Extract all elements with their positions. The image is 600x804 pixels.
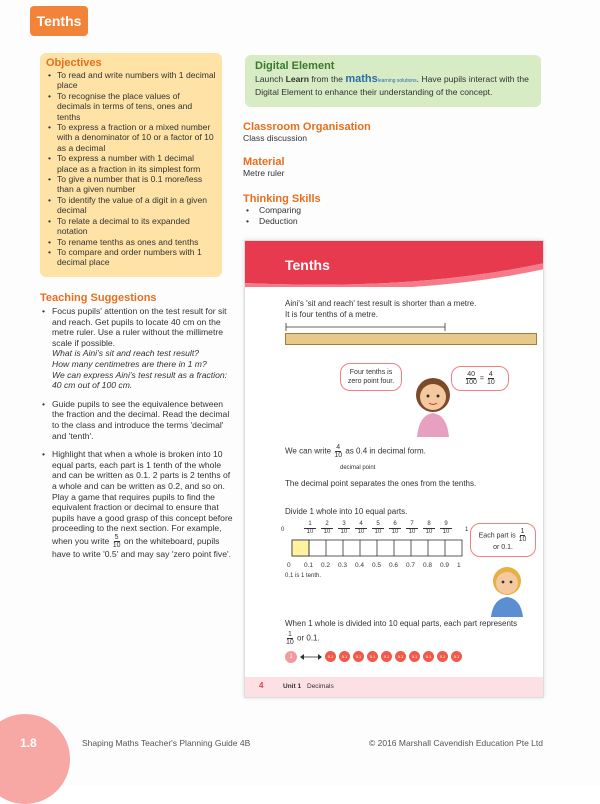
textbook-page-panel [244, 240, 544, 698]
fraction-bubble: $\frac{40}{100}$ = $\frac{4}{10}$ [451, 366, 509, 391]
digital-heading: Digital Element [255, 60, 335, 72]
one-tenth-label: 0.1 is 1 tenth. [285, 573, 322, 579]
classroom-heading: Classroom Organisation [243, 121, 371, 133]
footer-circle [0, 714, 70, 804]
metre-ruler [285, 333, 537, 345]
strip-top-label: 4 10 [355, 521, 367, 536]
tenth-dot: 0.1 [325, 651, 336, 662]
decimal-point-label: decimal point [340, 465, 376, 471]
objective-item: • To recognise the place values of decimals in terms of tens, ones and tenths [46, 91, 216, 122]
strip-top-label: 8 10 [423, 521, 435, 536]
thinking-heading: Thinking Skills [243, 193, 321, 205]
objectives-list [46, 70, 216, 268]
material-text: Metre ruler [243, 168, 285, 178]
strip-bottom-label: 0.1 [304, 562, 314, 569]
classroom-text: Class discussion [243, 133, 307, 143]
separates-text: The decimal point separates the ones from the tenths. [285, 479, 477, 488]
digital-element-box [245, 55, 541, 107]
strip-top-label: 2 10 [321, 521, 333, 536]
objective-item: • To express a fraction or a mixed number with a denominator of 10 or a factor of 10 as a decimal [46, 122, 216, 153]
teaching-text: Highlight that when a whole is broken into 10 equal parts, each part is 1 tenth of the whole and can be written as 0.1. 2 parts is 2 tenths of a whole and can be written as 0.2, and so on. Play a game that requires pupils to find the equivalent fraction or decimal to ensure that pupils have a good grasp of this concept before proceeding to the next section. For example, when you write [52, 449, 233, 546]
tenth-dot: 0.1 [367, 651, 378, 662]
objective-item: • To relate a decimal to its expanded notation [46, 216, 216, 237]
objective-item: • To give a number that is 0.1 more/less than a given number [46, 174, 216, 195]
material-heading: Material [243, 156, 285, 168]
material-section [243, 156, 523, 179]
strip-bottom-label: 0.5 [372, 562, 382, 569]
tenth-dot: 0.1 [451, 651, 462, 662]
strip-top-label: 7 10 [406, 521, 418, 536]
strip-bottom-label: 0.6 [389, 562, 399, 569]
panel-page-number: 4 [259, 681, 264, 690]
panel-unit-name: Decimals [307, 683, 334, 690]
boy-illustration [483, 559, 533, 619]
tenth-dot: 0.1 [409, 651, 420, 662]
thinking-item: • Comparing [243, 205, 523, 216]
fraction: $\frac{5}{10}$ [112, 533, 121, 549]
teaching-suggestions [40, 292, 236, 567]
objectives-box [40, 53, 222, 277]
strip-top-label: 6 10 [389, 521, 401, 536]
strip-bottom-label: 0.4 [355, 562, 365, 569]
whole-circle: 1 [285, 651, 297, 663]
strip-bottom-label: 0 [287, 562, 291, 569]
thinking-skills [243, 193, 523, 227]
strip-bottom-label: 0.3 [338, 562, 348, 569]
teaching-text: Guide pupils to see the equivalence between the fraction and the decimal. Read the decimal to the class and introduce the terms 'decimal' and 'tenth'. [52, 398, 230, 441]
speech-bubble: Four tenths is zero point four. [340, 363, 402, 391]
panel-intro-2: It is four tenths of a metre. [285, 310, 378, 319]
tenth-dot: 0.1 [339, 651, 350, 662]
learn-label: Learn [285, 74, 309, 84]
divide-text: Divide 1 whole into 10 equal parts. [285, 507, 408, 516]
strip-top-label: 1 10 [304, 521, 316, 536]
strip-top-label: 3 10 [338, 521, 350, 536]
tenth-dot: 0.1 [353, 651, 364, 662]
teaching-item [40, 399, 236, 441]
strip-bottom-label: 0.2 [321, 562, 331, 569]
panel-intro-1: Aini's 'sit and reach' test result is shorter than a metre. [285, 299, 477, 308]
objective-item: • To express a number with 1 decimal place as a fraction in its simplest form [46, 153, 216, 174]
when-text-1: When 1 whole is divided into 10 equal parts, each part represents [285, 619, 518, 628]
strip-top-label: 5 10 [372, 521, 384, 536]
write-decimal-text: We can write $\frac{4}{10}$ as 0.4 in decimal form. [285, 444, 426, 459]
footer-copyright: © 2016 Marshall Cavendish Education Pte Ltd [368, 738, 543, 748]
footer-page-number: 1.8 [20, 736, 37, 750]
strip-top-label: 9 10 [440, 521, 452, 536]
page-title: Tenths [30, 6, 88, 36]
teaching-text: Focus pupils' attention on the test result for sit and reach. Get pupils to locate 40 cm on the metre ruler. Use a ruler without the millimetre scale if possible. [52, 306, 227, 348]
teaching-question: We can express Aini's test result as a fraction: 40 cm out of 100 cm. [52, 369, 228, 391]
teaching-question: What is Aini's sit and reach test result? [52, 348, 199, 359]
teaching-heading: Teaching Suggestions [40, 292, 157, 304]
thinking-item: • Deduction [243, 216, 523, 227]
classroom-organisation [243, 121, 523, 144]
strip-bottom-label: 0.9 [440, 562, 450, 569]
panel-title: Tenths [285, 257, 330, 273]
footer-guide-title: Shaping Maths Teacher's Planning Guide 4B [82, 738, 251, 748]
tenth-dot: 0.1 [423, 651, 434, 662]
teaching-item [40, 449, 236, 559]
objectives-heading: Objectives [46, 57, 102, 69]
teaching-item [40, 306, 236, 391]
strip-bottom-label: 0.7 [406, 562, 416, 569]
strip-top-label: 1 [465, 527, 469, 533]
tenth-dot: 0.1 [381, 651, 392, 662]
objective-item: • To identify the value of a digit in a given decimal [46, 195, 216, 216]
teaching-text: on the whiteboard, pupils have to write '0.5' and may say 'zero point five'. [52, 535, 232, 559]
tenth-dot: 0.1 [395, 651, 406, 662]
maths-logo-tag: learning solutions [377, 78, 417, 84]
measure-arrow [285, 321, 455, 333]
each-part-bubble: Each part is $\frac{1}{10}$ or 0.1. [470, 523, 536, 557]
strip-bottom-label: 0.8 [423, 562, 433, 569]
when-text-2: $\frac{1}{10}$ or 0.1. [286, 631, 320, 646]
maths-logo: maths [345, 73, 378, 85]
objective-item: • To compare and order numbers with 1 decimal place [46, 247, 216, 268]
tenths-strip [291, 539, 463, 557]
teaching-question: How many centimetres are there in 1 m? [52, 358, 207, 369]
strip-bottom-label: 1 [457, 562, 461, 569]
digital-text: Launch Learn from the mathslearning solutions. Have pupils interact with the Digital Element to enhance their understanding of the concept. [255, 73, 529, 97]
strip-top-label: 0 [281, 527, 285, 533]
objective-item: • To rename tenths as ones and tenths [46, 237, 216, 247]
tenth-dot: 0.1 [437, 651, 448, 662]
double-arrow [300, 653, 322, 661]
panel-unit: Unit 1 [283, 683, 302, 690]
objective-item: • To read and write numbers with 1 decimal place [46, 70, 216, 91]
